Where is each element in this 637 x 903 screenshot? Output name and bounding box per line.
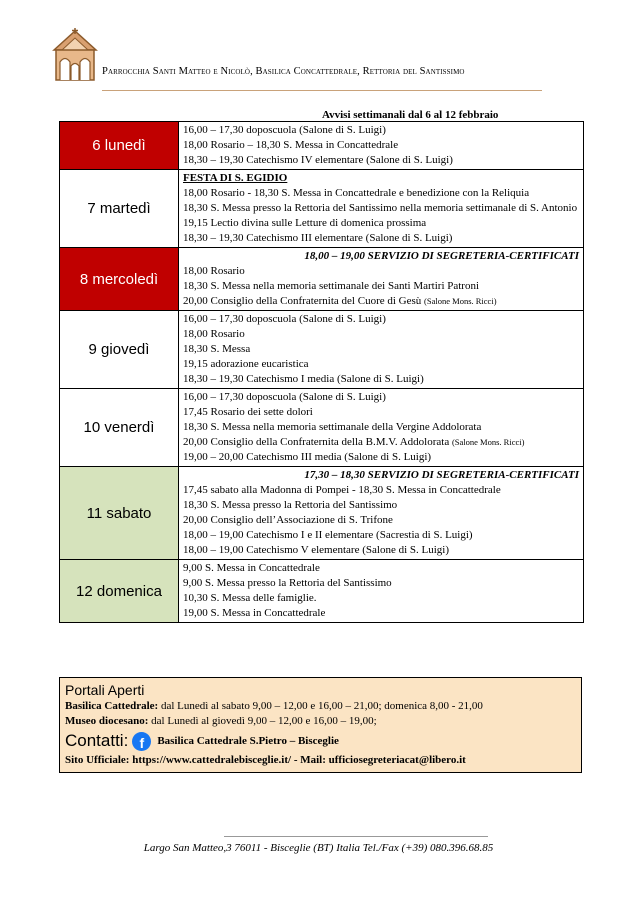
week-title: Avvisi settimanali dal 6 al 12 febbraio: [322, 109, 499, 121]
event-text: 9,00 S. Messa in Concattedrale: [183, 562, 320, 574]
weekly-schedule-table: [59, 121, 584, 623]
event-item: [183, 420, 583, 435]
contatti-title: Contatti:: [65, 731, 129, 750]
facebook-page-name[interactable]: Basilica Cattedrale S.Pietro – Bisceglie: [157, 735, 339, 747]
museo-hours: dal Lunedì al giovedì 9,00 – 12,00 e 16,00 – 19,00;: [151, 715, 377, 727]
day-events: [179, 122, 584, 170]
event-item: [183, 606, 583, 621]
day-row: [60, 311, 584, 389]
day-label: 6 lunedì: [60, 122, 179, 170]
museo-hours-line: [65, 714, 576, 729]
event-text: 10,30 S. Messa delle famiglie.: [183, 592, 317, 604]
parish-name: Parrocchia Santi Matteo e Nicolò, Basilica Concattedrale, Rettoria del Santissimo: [102, 66, 465, 77]
event-text: 20,00 Consiglio della Confraternita del Cuore di Gesù: [183, 295, 422, 307]
event-item: [183, 513, 583, 528]
event-item: [183, 342, 583, 357]
event-item: [183, 264, 583, 279]
event-item: [183, 576, 583, 591]
day-events: [179, 467, 584, 560]
event-text: 19,00 S. Messa in Concattedrale: [183, 607, 326, 619]
event-item: [183, 123, 583, 138]
event-note: (Salone Mons. Ricci): [451, 437, 525, 447]
event-item: [183, 357, 583, 372]
day-events: [179, 248, 584, 311]
event-item: [183, 201, 583, 216]
event-item: [183, 528, 583, 543]
site-mail-line[interactable]: Sito Ufficiale: https://www.cattedralebisceglie.it/ - Mail: ufficiosegreteriacat@libero.it: [65, 754, 466, 766]
event-text: 16,00 – 17,30 doposcuola (Salone di S. Luigi): [183, 124, 386, 136]
event-text: 18,30 S. Messa presso la Rettoria del Santissimo: [183, 499, 398, 511]
event-item: [183, 498, 583, 513]
day-events: [179, 389, 584, 467]
event-text: 18,30 – 19,30 Catechismo IV elementare (Salone di S. Luigi): [183, 154, 453, 166]
facebook-icon[interactable]: f: [132, 732, 151, 751]
event-text: 18,00 – 19,00 Catechismo V elementare (Salone di S. Luigi): [183, 544, 449, 556]
header: [50, 28, 590, 93]
day-events: [179, 311, 584, 389]
event-item: [183, 450, 583, 465]
day-row: [60, 122, 584, 170]
event-item: [183, 372, 583, 387]
portali-title: Portali Aperti: [65, 682, 145, 698]
event-item: [183, 294, 583, 309]
event-text: 9,00 S. Messa presso la Rettoria del Santissimo: [183, 577, 392, 589]
event-text: 20,00 Consiglio della Confraternita della B.M.V. Addolorata: [183, 436, 450, 448]
event-text: 18,30 S. Messa: [183, 343, 251, 355]
event-item: [183, 216, 583, 231]
event-text: 20,00 Consiglio dell’Associazione di S. Trifone: [183, 514, 393, 526]
info-box: [59, 677, 582, 773]
basilica-label: Basilica Cattedrale:: [65, 700, 159, 712]
event-note: (Salone Mons. Ricci): [424, 296, 497, 306]
event-text: 19,15 adorazione eucaristica: [183, 358, 309, 370]
event-text: 16,00 – 17,30 doposcuola (Salone di S. Luigi): [183, 313, 386, 325]
event-text: 18,00 Rosario: [183, 265, 245, 277]
event-item: [183, 327, 583, 342]
contacts-row: [65, 729, 576, 753]
event-text: 19,15 Lectio divina sulle Letture di domenica prossima: [183, 217, 427, 229]
service-banner: 18,00 – 19,00 SERVIZIO DI SEGRETERIA-CERTIFICATI: [304, 250, 579, 262]
event-text: 18,00 Rosario: [183, 328, 245, 340]
museo-label: Museo diocesano:: [65, 715, 149, 727]
event-text: 18,30 S. Messa nella memoria settimanale della Vergine Addolorata: [183, 421, 482, 433]
event-text: 18,30 – 19,30 Catechismo III elementare (Salone di S. Luigi): [183, 232, 453, 244]
event-item: [183, 483, 583, 498]
day-events: [179, 560, 584, 623]
day-row: [60, 248, 584, 311]
day-row: [60, 389, 584, 467]
basilica-hours: dal Lunedì al sabato 9,00 – 12,00 e 16,00 – 21,00; domenica 8,00 - 21,00: [160, 700, 483, 712]
event-text: 17,45 sabato alla Madonna di Pompei - 18,30 S. Messa in Concattedrale: [183, 484, 501, 496]
day-events: [179, 170, 584, 248]
event-item: [183, 390, 583, 405]
day-label: 11 sabato: [60, 467, 179, 560]
church-logo-icon: [50, 28, 100, 83]
day-label: 12 domenica: [60, 560, 179, 623]
day-label: 8 mercoledì: [60, 248, 179, 311]
event-item: [183, 561, 583, 576]
basilica-hours-line: [65, 699, 576, 714]
event-item: [183, 405, 583, 420]
event-item: [183, 591, 583, 606]
event-text: 18,30 – 19,30 Catechismo I media (Salone di S. Luigi): [183, 373, 424, 385]
feast-title: FESTA DI S. EGIDIO: [183, 172, 288, 184]
event-text: 18,00 Rosario - 18,30 S. Messa in Concattedrale e benedizione con la Reliquia: [183, 187, 530, 199]
event-item: [183, 435, 583, 450]
event-text: 18,30 S. Messa presso la Rettoria del Santissimo nella memoria settimanale di S. Antonio: [183, 202, 578, 214]
day-label: 9 giovedì: [60, 311, 179, 389]
event-item: [183, 138, 583, 153]
event-text: 19,00 – 20,00 Catechismo III media (Salone di S. Luigi): [183, 451, 432, 463]
event-text: 18,30 S. Messa nella memoria settimanale dei Santi Martiri Patroni: [183, 280, 480, 292]
event-item: [183, 279, 583, 294]
event-text: 18,00 Rosario – 18,30 S. Messa in Concattedrale: [183, 139, 399, 151]
event-text: 16,00 – 17,30 doposcuola (Salone di S. Luigi): [183, 391, 386, 403]
header-divider: [102, 90, 542, 91]
service-banner: 17,30 – 18,30 SERVIZIO DI SEGRETERIA-CERTIFICATI: [304, 469, 579, 481]
day-label: 10 venerdì: [60, 389, 179, 467]
event-item: [183, 312, 583, 327]
day-row: [60, 170, 584, 248]
event-text: 17,45 Rosario dei sette dolori: [183, 406, 313, 418]
footer-address: Largo San Matteo,3 76011 - Bisceglie (BT) Italia Tel./Fax (+39) 080.396.68.85: [143, 842, 494, 854]
day-row: [60, 560, 584, 623]
event-item: [183, 153, 583, 168]
day-label: 7 martedì: [60, 170, 179, 248]
event-text: 18,00 – 19,00 Catechismo I e II elementare (Sacrestia di S. Luigi): [183, 529, 473, 541]
day-row: [60, 467, 584, 560]
footer-divider: [224, 836, 488, 837]
event-item: [183, 543, 583, 558]
event-item: [183, 186, 583, 201]
event-item: [183, 231, 583, 246]
